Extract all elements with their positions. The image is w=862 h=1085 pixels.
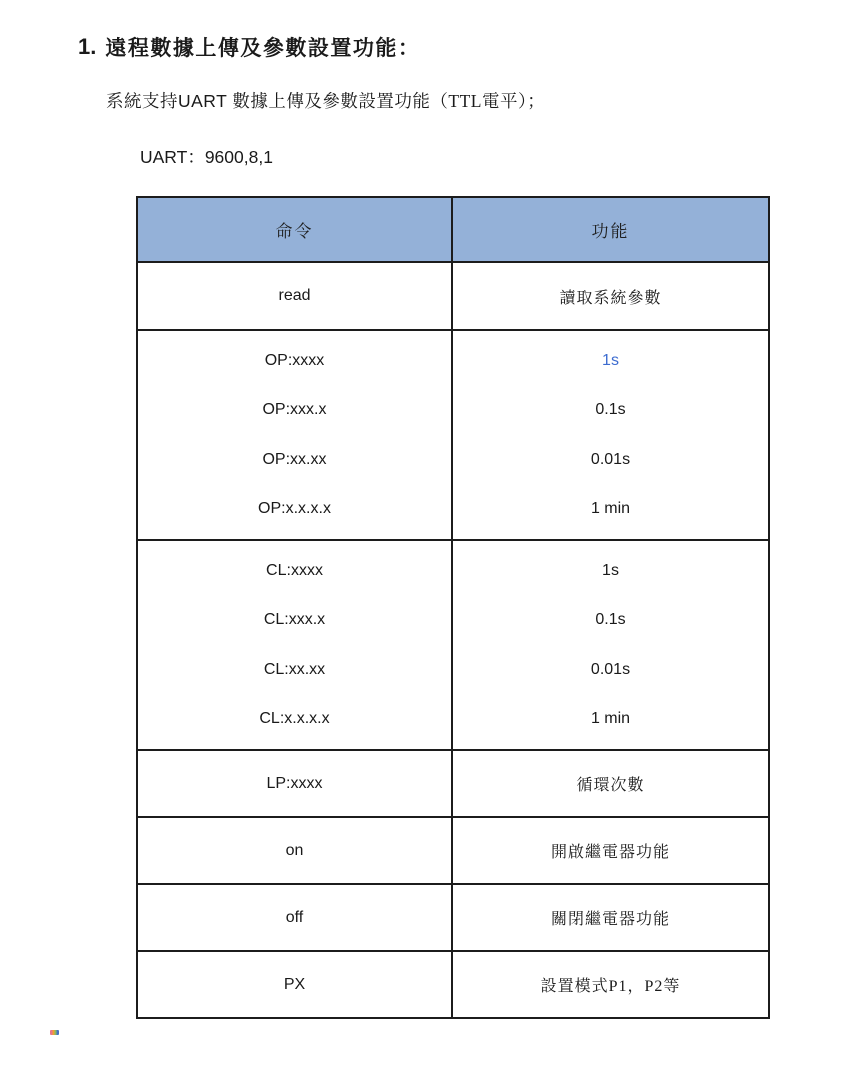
command-line: CL:x.x.x.x: [259, 710, 330, 728]
command-cell: off: [137, 884, 452, 951]
command-line: OP:x.x.x.x: [258, 500, 331, 518]
table-row-op-group: [137, 330, 769, 540]
function-line: 0.1s: [595, 401, 626, 419]
command-cell: [137, 540, 452, 750]
function-cell: 設置模式P1，P2等: [452, 951, 769, 1018]
section-heading: [78, 26, 420, 63]
command-line: CL:xxx.x: [263, 611, 326, 629]
function-line: 1 min: [590, 710, 631, 728]
function-cell: 循環次數: [452, 750, 769, 817]
heading-number: 1.: [78, 34, 97, 59]
command-line: CL:xxxx: [266, 561, 323, 579]
command-table: [136, 196, 770, 1019]
function-line: 1 min: [590, 500, 631, 518]
function-cell: 關閉繼電器功能: [452, 884, 769, 951]
function-line: 0.01s: [590, 450, 631, 468]
uart-config-line: UART：9600,8,1: [140, 147, 273, 167]
command-cell: PX: [137, 951, 452, 1018]
column-header-function: 功能: [452, 197, 769, 262]
command-cell: read: [137, 262, 452, 330]
table-row-lp: [137, 750, 769, 817]
command-cell: [137, 330, 452, 540]
function-line: 1s: [602, 351, 619, 369]
command-line: OP:xxxx: [264, 351, 325, 369]
function-line: 1s: [602, 561, 619, 579]
function-cell: 開啟繼電器功能: [452, 817, 769, 884]
artifact-speck-icon: [50, 1030, 59, 1035]
function-line: 0.1s: [595, 611, 626, 629]
table-row-px: [137, 951, 769, 1018]
command-line: CL:xx.xx: [263, 660, 326, 678]
heading-title: 遠程數據上傳及參數設置功能：: [105, 36, 421, 60]
paragraph-prefix: 系統支持: [106, 91, 178, 111]
table-row-read: [137, 262, 769, 330]
table-row-off: [137, 884, 769, 951]
command-line: OP:xx.xx: [262, 450, 327, 468]
intro-paragraph: [106, 88, 545, 113]
function-cell: [452, 330, 769, 540]
paragraph-uart-term: UART: [178, 91, 233, 111]
function-line: 0.01s: [590, 660, 631, 678]
column-header-command: 命令: [137, 197, 452, 262]
paragraph-suffix: 數據上傳及參數設置功能（TTL電平）；: [232, 91, 546, 111]
table-row-cl-group: [137, 540, 769, 750]
function-cell: [452, 540, 769, 750]
table-header-row: [137, 197, 769, 262]
command-cell: on: [137, 817, 452, 884]
command-line: OP:xxx.x: [262, 401, 327, 419]
command-cell: LP:xxxx: [137, 750, 452, 817]
table-row-on: [137, 817, 769, 884]
function-cell: 讀取系統參數: [452, 262, 769, 330]
